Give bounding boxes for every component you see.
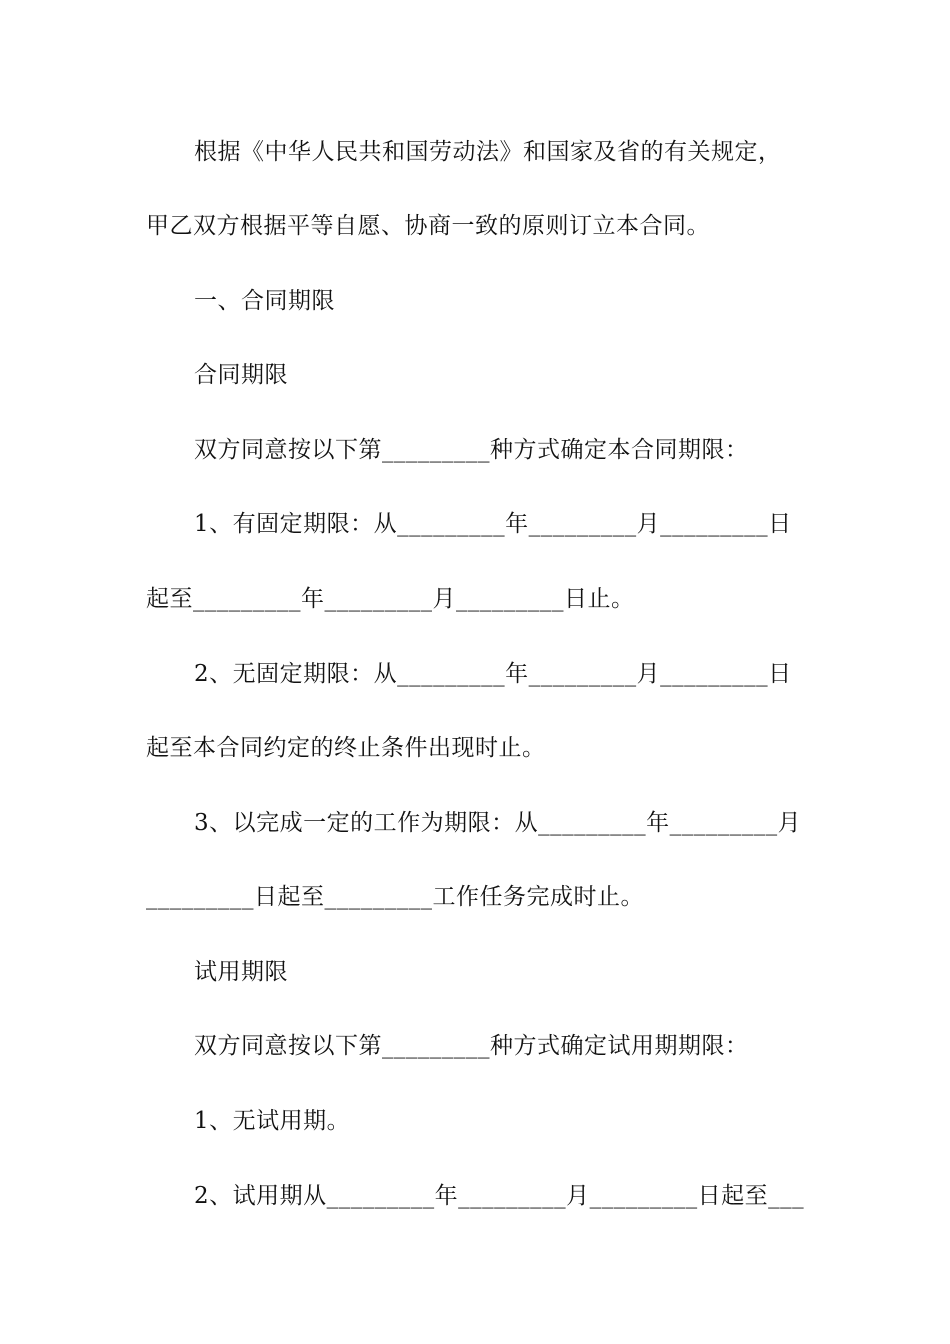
subheading-probation: 试用期限 (194, 959, 288, 985)
clause-fixed-term-line-2: 起至_________年_________月_________日止。 (146, 586, 635, 612)
clause-probation-method: 双方同意按以下第_________种方式确定试用期期限： (194, 1033, 749, 1059)
clause-task-term-line-1: 3、以完成一定的工作为期限：从_________年_________月 (194, 810, 802, 836)
clause-term-method: 双方同意按以下第_________种方式确定本合同期限： (194, 437, 749, 463)
subheading-contract-term: 合同期限 (194, 362, 288, 388)
clause-open-term-line-2: 起至本合同约定的终止条件出现时止。 (146, 735, 546, 761)
paragraph-intro-line-1: 根据《中华人民共和国劳动法》和国家及省的有关规定， (194, 139, 782, 165)
section-heading-contract-term: 一、合同期限 (194, 288, 335, 314)
clause-fixed-term-line-1: 1、有固定期限：从_________年_________月_________日 (194, 511, 792, 537)
clause-open-term-line-1: 2、无固定期限：从_________年_________月_________日 (194, 661, 792, 687)
clause-no-probation: 1、无试用期。 (194, 1108, 351, 1134)
clause-probation-period: 2、试用期从_________年_________月_________日起至___ (194, 1183, 805, 1209)
paragraph-intro-line-2: 甲乙双方根据平等自愿、协商一致的原则订立本合同。 (146, 213, 710, 239)
clause-task-term-line-2: _________日起至_________工作任务完成时止。 (146, 884, 644, 910)
